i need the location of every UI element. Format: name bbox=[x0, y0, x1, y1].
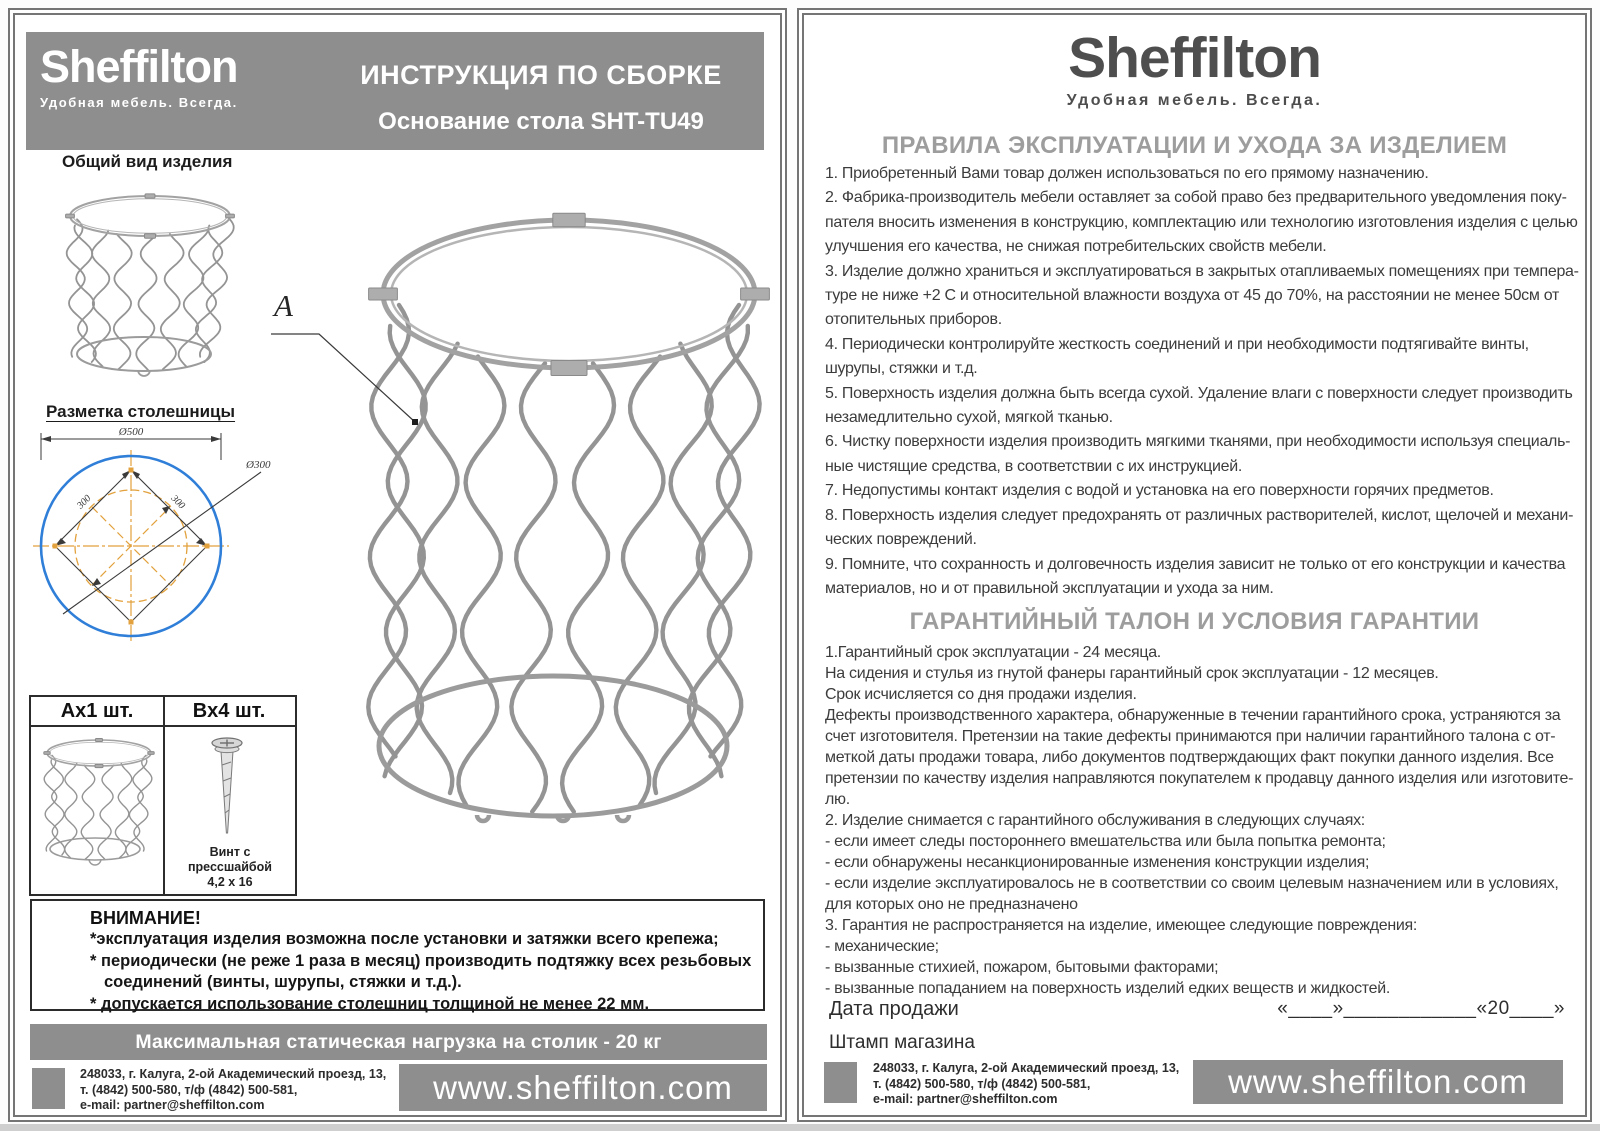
rules-line: 9. Помните, что сохранность и долговечность изделия зависит не только от его конструкции и качества bbox=[825, 555, 1566, 573]
brand-tagline: Удобная мебель. Всегда. bbox=[40, 95, 238, 110]
sale-date-blank: «____»____________«20____» bbox=[1277, 998, 1565, 1019]
warranty-line: лю. bbox=[825, 791, 850, 808]
rules-line: материалов, но и от правильной эксплуатации и ухода за ним. bbox=[825, 579, 1274, 597]
warning-line: * периодически (не реже 1 раза в месяц) производить подтяжку всех резьбовых bbox=[90, 951, 752, 970]
marking-title: Разметка столешницы bbox=[46, 402, 236, 421]
dim-outer-label: Ø500 bbox=[118, 426, 144, 438]
part-b-screw-drawing bbox=[167, 729, 287, 847]
warning-title: ВНИМАНИЕ! bbox=[90, 908, 201, 928]
overview-label: Общий вид изделия bbox=[62, 152, 233, 171]
rules-line: ные чистящие средства, в соответствии с их инструкцией. bbox=[825, 457, 1243, 475]
scan-edge-strip bbox=[0, 1124, 1600, 1131]
rules-line: 3. Изделие должно храниться и эксплуатироваться в закрытых отапливаемых помещениях при темпера- bbox=[825, 262, 1579, 280]
overview-wireframe-drawing bbox=[54, 186, 249, 398]
rules-line: 1. Приобретенный Вами товар должен использоваться по его прямому назначению. bbox=[825, 165, 1429, 182]
sale-date-label: Дата продажи bbox=[829, 998, 959, 1020]
rules-line: незамедлительно сухой, мягкой тканью. bbox=[825, 409, 1113, 427]
warranty-line: - если обнаружены несанкционированные изменения конструкции изделия; bbox=[825, 854, 1370, 871]
screw-caption-line1: Винт с прессшайбой bbox=[188, 845, 272, 874]
part-b-header: Bx4 шт. bbox=[192, 700, 266, 722]
rules-line: пателя вносить изменения в конструкцию, комплектацию или технологию изготовления изделия с целью bbox=[825, 213, 1578, 231]
address-line: e-mail: partner@sheffilton.com bbox=[80, 1098, 265, 1112]
brand-name: Sheffilton bbox=[40, 41, 238, 92]
rules-line: 5. Поверхность изделия должна быть всегда сухой. Удаление влаги с поверхности следует производить bbox=[825, 384, 1573, 402]
dim-inner-label: Ø300 bbox=[246, 459, 271, 471]
rules-line: ческих повреждений. bbox=[825, 531, 977, 549]
address-line: т. (4842) 500-580, т/ф (4842) 500-581, bbox=[80, 1082, 298, 1097]
warranty-heading: ГАРАНТИЙНЫЙ ТАЛОН И УСЛОВИЯ ГАРАНТИИ bbox=[909, 608, 1480, 635]
rules-line: туре не ниже +2 С и относительной влажности воздуха от 45 до 70%, на расстоянии не менее 50см от bbox=[825, 287, 1560, 305]
address-line: 248033, г. Калуга, 2-ой Академический проезд, 13, bbox=[80, 1067, 387, 1081]
warranty-line: - вызванные стихией, пожаром, бытовыми факторами; bbox=[825, 959, 1219, 976]
rules-line: 8. Поверхность изделия следует предохранять от различных растворителей, кислот, щелочей и механи- bbox=[825, 506, 1574, 524]
warranty-line: - вызванные попаданием на поверхность изделий едких веществ и жидкостей. bbox=[825, 980, 1391, 997]
warning-line: *эксплуатация изделия возможна после установки и затяжки всего крепежа; bbox=[90, 930, 719, 948]
company-address bbox=[873, 1061, 1179, 1108]
callout-a-label: A bbox=[274, 288, 293, 323]
brand-logo bbox=[799, 26, 1590, 110]
address-line: 248033, г. Калуга, 2-ой Академический проезд, 13, bbox=[873, 1061, 1180, 1075]
footer-accent-square bbox=[824, 1062, 857, 1103]
rules-heading: ПРАВИЛА ЭКСПЛУАТАЦИИ И УХОДА ЗА ИЗДЕЛИЕМ bbox=[881, 132, 1508, 159]
rules-line: улучшения его качества, не снижая потребительских свойств мебели. bbox=[825, 238, 1327, 256]
part-a-drawing bbox=[37, 733, 159, 881]
address-line: т. (4842) 500-580, т/ф (4842) 500-581, bbox=[873, 1076, 1091, 1091]
warranty-line: - если имеет следы постороннего вмешательства или была попытка ремонта; bbox=[825, 833, 1386, 850]
dim-edge-right-label: 300 bbox=[168, 493, 187, 512]
warranty-line: счет изготовителя. Претензии на такие дефекты принимаются при наличии гарантийного талона с от- bbox=[825, 728, 1556, 745]
warning-line: соединений (винты, шурупы, стяжки и т.д.). bbox=[104, 973, 462, 991]
header-bar bbox=[26, 32, 764, 150]
shop-stamp-label: Штамп магазина bbox=[829, 1032, 975, 1053]
rules-line: 4. Периодически контролируйте жесткость соединений и при необходимости подтягивайте винты, bbox=[825, 335, 1529, 353]
warning-lines bbox=[90, 929, 755, 1015]
warranty-line: - если изделие эксплуатировалось не в соответствии со своим целевым назначением или в условиях, bbox=[825, 875, 1559, 892]
brand-name: Sheffilton bbox=[1068, 26, 1321, 90]
warranty-text bbox=[825, 642, 1573, 999]
max-load-bar: Максимальная статическая нагрузка на столик - 20 кг bbox=[30, 1024, 767, 1060]
assembly-instruction-page bbox=[8, 8, 787, 1122]
warranty-line: для которых оно не предназначено bbox=[825, 896, 1078, 913]
rules-line: 2. Фабрика-производитель мебели оставляет за собой право без предварительного уведомления поку- bbox=[825, 189, 1567, 207]
dim-edge-left-label: 300 bbox=[75, 493, 94, 512]
rules-line: 7. Недопустимы контакт изделия с водой и установка на его поверхности горячих предметов. bbox=[825, 482, 1494, 500]
product-subtitle: Основание стола SHT-TU49 bbox=[378, 108, 704, 135]
screw-caption-line2: 4,2 х 16 bbox=[207, 875, 253, 889]
warranty-line: 2. Изделие снимается с гарантийного обслуживания в следующих случаях: bbox=[825, 812, 1365, 829]
brand-logo bbox=[40, 41, 238, 110]
tabletop-marking-diagram bbox=[28, 408, 278, 683]
warranty-line: претензии по качеству изделия направляются покупателем к продавцу данного изделия или изготовите- bbox=[825, 770, 1574, 787]
footer-accent-square bbox=[32, 1068, 65, 1109]
warranty-line: 3. Гарантия не распространяется на изделие, имеющее следующие повреждения: bbox=[825, 917, 1418, 934]
website-banner: www.sheffilton.com bbox=[1193, 1060, 1563, 1104]
header-titles bbox=[326, 32, 756, 150]
care-warranty-page bbox=[797, 8, 1592, 1122]
warning-box bbox=[30, 899, 765, 1011]
warranty-line: меткой даты продажи товара, либо документов подтверждающих факт покупки данного изделия. Все bbox=[825, 749, 1554, 766]
center-lines bbox=[33, 450, 229, 644]
warranty-line: Срок исчисляется со дня продажи изделия. bbox=[825, 686, 1137, 703]
website-banner: www.sheffilton.com bbox=[399, 1064, 767, 1111]
rules-text bbox=[825, 162, 1579, 601]
parts-table bbox=[29, 695, 297, 896]
instruction-title: ИНСТРУКЦИЯ ПО СБОРКЕ bbox=[360, 60, 722, 90]
warranty-line: Дефекты производственного характера, обнаруженные в течении гарантийного срока, устраняются за bbox=[825, 707, 1561, 724]
warranty-line: На сидения и стулья из гнутой фанеры гарантийный срок эксплуатации - 12 месяцев. bbox=[825, 665, 1439, 682]
address-line: e-mail: partner@sheffilton.com bbox=[873, 1092, 1058, 1106]
rules-line: отопительных приборов. bbox=[825, 311, 1002, 329]
sale-date-row bbox=[829, 998, 1565, 1021]
rules-line: 6. Чистку поверхности изделия производить мягкими тканями, при необходимости используя специаль- bbox=[825, 433, 1571, 451]
company-address bbox=[80, 1067, 386, 1114]
part-a-header: Ax1 шт. bbox=[60, 700, 134, 722]
rules-line: шурупы, стяжки и т.д. bbox=[825, 360, 978, 378]
screw-caption bbox=[167, 845, 293, 890]
callout-a-leader bbox=[257, 200, 782, 848]
warning-line: * допускается использование столешниц толщиной не менее 22 мм. bbox=[90, 994, 650, 1013]
brand-tagline: Удобная мебель. Всегда. bbox=[1066, 92, 1323, 109]
parts-table-divider bbox=[163, 697, 165, 894]
warranty-line: - механические; bbox=[825, 938, 939, 955]
warranty-line: 1.Гарантийный срок эксплуатации - 24 месяца. bbox=[825, 644, 1161, 661]
